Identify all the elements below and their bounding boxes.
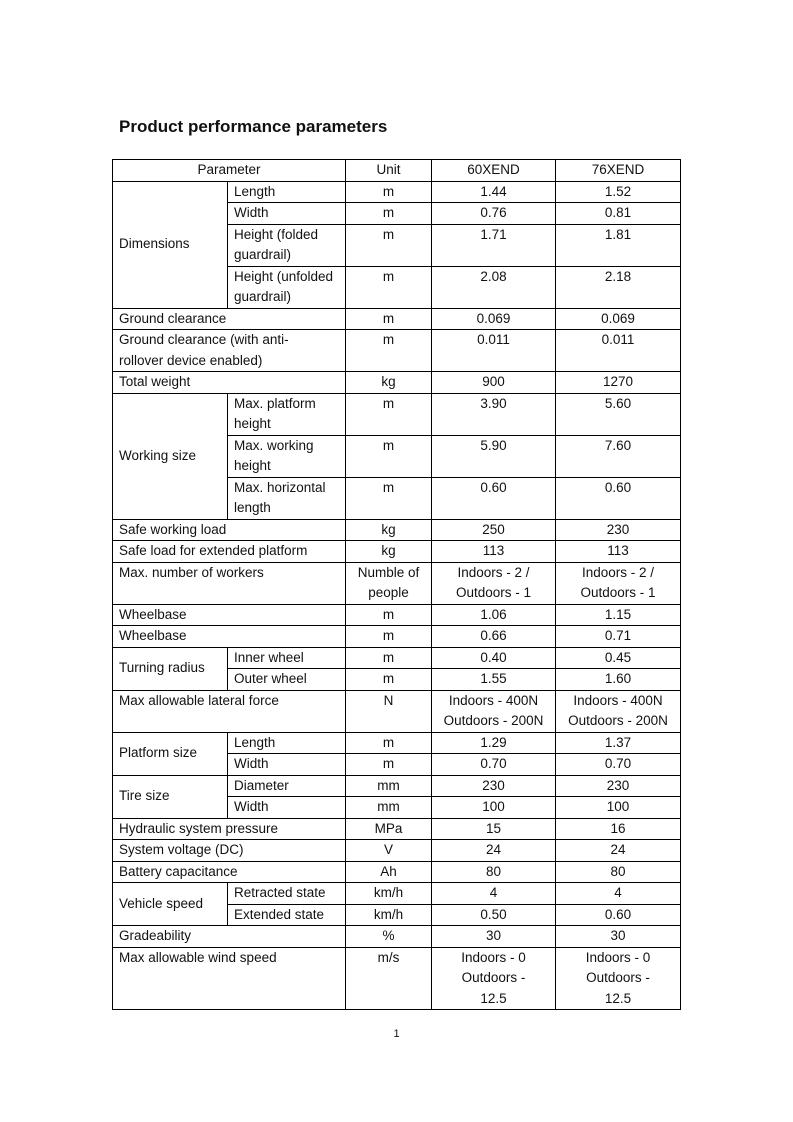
unit-cell: m — [346, 181, 432, 203]
value-a: 3.90 — [432, 393, 556, 435]
value-b: 1.15 — [556, 604, 681, 626]
value-b: 0.45 — [556, 647, 681, 669]
table-row — [113, 926, 681, 948]
unit-cell: m — [346, 330, 432, 372]
value-b: 4 — [556, 883, 681, 905]
parameter-label: Total weight — [113, 372, 346, 394]
value-b: Indoors - 400N Outdoors - 200N — [556, 690, 681, 732]
parameter-label: Gradeability — [113, 926, 346, 948]
unit-cell: kg — [346, 519, 432, 541]
value-b: 0.60 — [556, 477, 681, 519]
value-b: 230 — [556, 775, 681, 797]
table-row — [113, 604, 681, 626]
sub-parameter: Length — [228, 732, 346, 754]
table-row — [113, 562, 681, 604]
unit-cell: m — [346, 266, 432, 308]
unit-cell: km/h — [346, 883, 432, 905]
value-a: 100 — [432, 797, 556, 819]
parameter-label: Max allowable wind speed — [113, 947, 346, 1010]
value-a: 1.29 — [432, 732, 556, 754]
header-parameter: Parameter — [113, 160, 346, 182]
parameters-table — [112, 159, 681, 1010]
table-row — [113, 690, 681, 732]
value-a: 0.069 — [432, 308, 556, 330]
table-row — [113, 181, 681, 203]
value-a: 1.71 — [432, 224, 556, 266]
unit-cell: MPa — [346, 818, 432, 840]
table-row — [113, 861, 681, 883]
table-row — [113, 883, 681, 905]
parameter-label: System voltage (DC) — [113, 840, 346, 862]
value-a: 0.76 — [432, 203, 556, 225]
unit-cell: kg — [346, 541, 432, 563]
value-a: 1.44 — [432, 181, 556, 203]
table-row — [113, 393, 681, 435]
value-b: 1.60 — [556, 669, 681, 691]
unit-cell: m — [346, 203, 432, 225]
unit-cell: m — [346, 308, 432, 330]
parameter-label: Hydraulic system pressure — [113, 818, 346, 840]
value-a: 250 — [432, 519, 556, 541]
value-b: Indoors - 2 / Outdoors - 1 — [556, 562, 681, 604]
unit-cell: mm — [346, 775, 432, 797]
sub-parameter: Diameter — [228, 775, 346, 797]
table-row — [113, 330, 681, 372]
value-b: 0.60 — [556, 904, 681, 926]
sub-parameter: Width — [228, 754, 346, 776]
value-a: Indoors - 2 / Outdoors - 1 — [432, 562, 556, 604]
value-b: 2.18 — [556, 266, 681, 308]
table-row — [113, 308, 681, 330]
group-label: Dimensions — [113, 181, 228, 308]
header-unit: Unit — [346, 160, 432, 182]
unit-cell: Ah — [346, 861, 432, 883]
value-a: 113 — [432, 541, 556, 563]
table-row — [113, 372, 681, 394]
unit-cell: V — [346, 840, 432, 862]
table-row — [113, 541, 681, 563]
value-b: 1.37 — [556, 732, 681, 754]
sub-parameter: Length — [228, 181, 346, 203]
parameter-label: Battery capacitance — [113, 861, 346, 883]
parameter-label: Max allowable lateral force — [113, 690, 346, 732]
value-a: 24 — [432, 840, 556, 862]
sub-parameter: Width — [228, 203, 346, 225]
value-b: 100 — [556, 797, 681, 819]
value-b: 0.069 — [556, 308, 681, 330]
value-b: 1.52 — [556, 181, 681, 203]
parameter-label: Ground clearance — [113, 308, 346, 330]
value-b: 80 — [556, 861, 681, 883]
sub-parameter: Width — [228, 797, 346, 819]
sub-parameter: Max. platform height — [228, 393, 346, 435]
sub-parameter: Height (folded guardrail) — [228, 224, 346, 266]
value-a: 4 — [432, 883, 556, 905]
value-b: 0.71 — [556, 626, 681, 648]
unit-cell: m — [346, 393, 432, 435]
parameter-label: Ground clearance (with anti-rollover device enabled) — [113, 330, 346, 372]
value-b: 0.70 — [556, 754, 681, 776]
page-number: 1 — [393, 1028, 400, 1040]
table-row — [113, 840, 681, 862]
parameter-label: Safe load for extended platform — [113, 541, 346, 563]
value-b: 16 — [556, 818, 681, 840]
value-a: 0.40 — [432, 647, 556, 669]
unit-cell: m — [346, 626, 432, 648]
table-row — [113, 775, 681, 797]
value-b: Indoors - 0 Outdoors - 12.5 — [556, 947, 681, 1010]
value-b: 0.011 — [556, 330, 681, 372]
value-b: 230 — [556, 519, 681, 541]
unit-cell: m — [346, 669, 432, 691]
table-row — [113, 519, 681, 541]
unit-cell: m — [346, 224, 432, 266]
unit-cell: % — [346, 926, 432, 948]
unit-cell: N — [346, 690, 432, 732]
value-a: 0.011 — [432, 330, 556, 372]
unit-cell: Numble of people — [346, 562, 432, 604]
value-b: 24 — [556, 840, 681, 862]
value-a: 2.08 — [432, 266, 556, 308]
table-row — [113, 947, 681, 1010]
table-row — [113, 626, 681, 648]
parameter-label: Wheelbase — [113, 604, 346, 626]
sub-parameter: Outer wheel — [228, 669, 346, 691]
group-label: Working size — [113, 393, 228, 519]
sub-parameter: Max. working height — [228, 435, 346, 477]
sub-parameter: Inner wheel — [228, 647, 346, 669]
value-b: 1270 — [556, 372, 681, 394]
group-label: Turning radius — [113, 647, 228, 690]
parameter-label: Safe working load — [113, 519, 346, 541]
unit-cell: m — [346, 732, 432, 754]
table-row — [113, 647, 681, 669]
unit-cell: m — [346, 435, 432, 477]
value-a: 0.70 — [432, 754, 556, 776]
value-a: 80 — [432, 861, 556, 883]
value-a: 0.60 — [432, 477, 556, 519]
table-row — [113, 732, 681, 754]
unit-cell: km/h — [346, 904, 432, 926]
unit-cell: m — [346, 477, 432, 519]
group-label: Platform size — [113, 732, 228, 775]
value-b: 5.60 — [556, 393, 681, 435]
table-header-row — [113, 160, 681, 182]
header-model-a: 60XEND — [432, 160, 556, 182]
value-a: 0.66 — [432, 626, 556, 648]
value-a: Indoors - 0 Outdoors - 12.5 — [432, 947, 556, 1010]
value-b: 113 — [556, 541, 681, 563]
value-a: 30 — [432, 926, 556, 948]
value-a: 230 — [432, 775, 556, 797]
value-a: 5.90 — [432, 435, 556, 477]
unit-cell: m/s — [346, 947, 432, 1010]
unit-cell: mm — [346, 797, 432, 819]
parameter-label: Max. number of workers — [113, 562, 346, 604]
sub-parameter: Extended state — [228, 904, 346, 926]
sub-parameter: Height (unfolded guardrail) — [228, 266, 346, 308]
group-label: Vehicle speed — [113, 883, 228, 926]
group-label: Tire size — [113, 775, 228, 818]
table-row — [113, 818, 681, 840]
parameter-label: Wheelbase — [113, 626, 346, 648]
value-b: 1.81 — [556, 224, 681, 266]
value-a: Indoors - 400N Outdoors - 200N — [432, 690, 556, 732]
unit-cell: kg — [346, 372, 432, 394]
unit-cell: m — [346, 604, 432, 626]
value-b: 0.81 — [556, 203, 681, 225]
value-a: 900 — [432, 372, 556, 394]
value-a: 0.50 — [432, 904, 556, 926]
value-a: 15 — [432, 818, 556, 840]
page-title: Product performance parameters — [119, 117, 388, 136]
value-a: 1.55 — [432, 669, 556, 691]
unit-cell: m — [346, 647, 432, 669]
value-b: 7.60 — [556, 435, 681, 477]
header-model-b: 76XEND — [556, 160, 681, 182]
sub-parameter: Max. horizontal length — [228, 477, 346, 519]
value-b: 30 — [556, 926, 681, 948]
unit-cell: m — [346, 754, 432, 776]
sub-parameter: Retracted state — [228, 883, 346, 905]
value-a: 1.06 — [432, 604, 556, 626]
